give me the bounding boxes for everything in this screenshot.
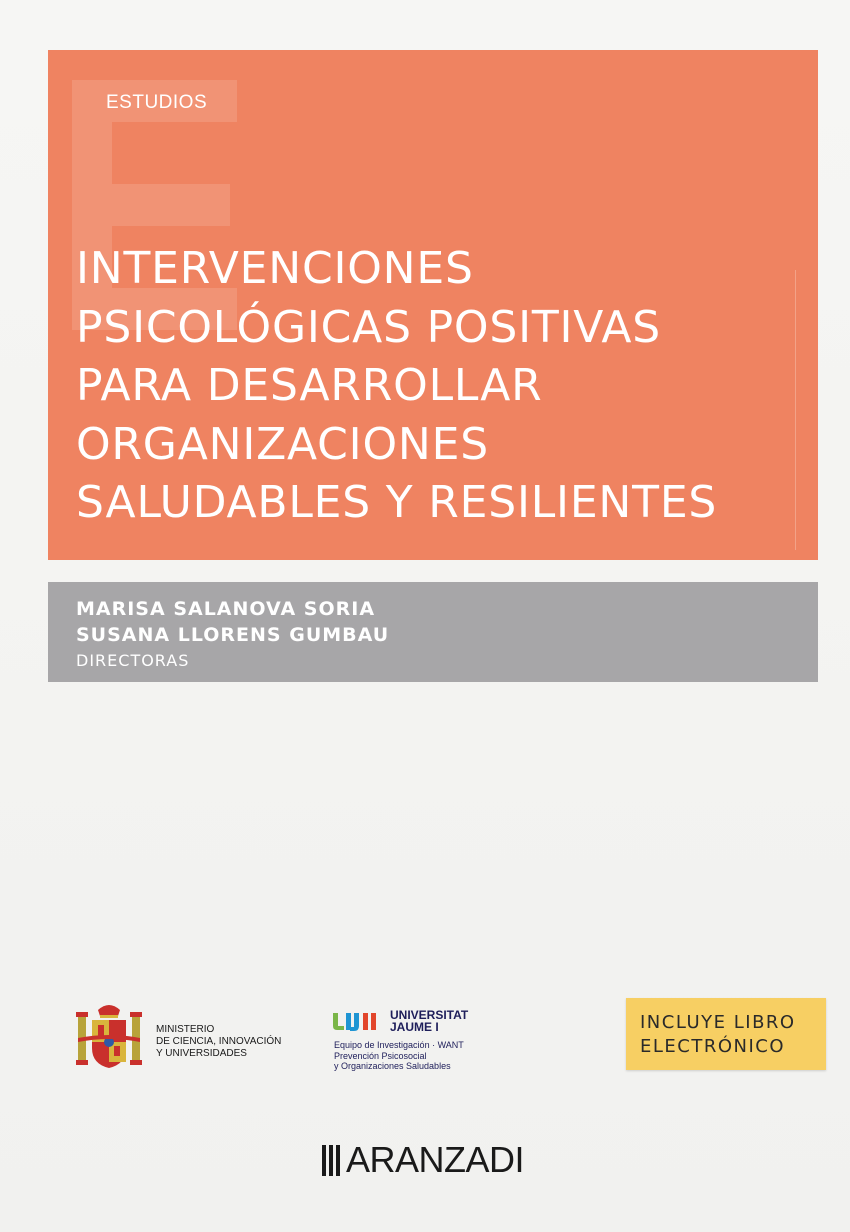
spain-coat-of-arms-icon (76, 1002, 142, 1072)
ministry-name: MINISTERIO DE CIENCIA, INNOVACIÓN Y UNIVERSIDADES (156, 1024, 282, 1059)
authors-panel (48, 582, 818, 682)
book-title (76, 240, 806, 533)
title-panel (48, 50, 818, 560)
author-name: SUSANA LLORENS GUMBAU (76, 624, 390, 646)
uji-logo-icon (332, 1010, 386, 1032)
panel-edge-line (795, 270, 796, 550)
title-line: SALUDABLES Y RESILIENTES (76, 477, 718, 528)
title-line: ORGANIZACIONES (76, 418, 489, 470)
title-line: INTERVENCIONES (76, 243, 474, 294)
publisher-name: ARANZADI (346, 1139, 525, 1180)
ebook-badge (626, 998, 826, 1070)
series-label: ESTUDIOS (106, 92, 208, 113)
ebook-badge-line: ELECTRÓNICO (640, 1036, 786, 1057)
research-team: Equipo de Investigación · WANT Prevención Psicosocial y Organizaciones Saludables (334, 1040, 464, 1071)
ebook-badge-line: INCLUYE LIBRO (640, 1012, 796, 1033)
university-name: UNIVERSITAT JAUME I (390, 1008, 469, 1034)
ministry-logo (76, 1002, 306, 1074)
author-name: MARISA SALANOVA SORIA (76, 598, 376, 620)
publisher-bars-icon (322, 1145, 344, 1176)
publisher-logo (322, 1139, 552, 1182)
university-logo (332, 1008, 512, 1078)
title-line: PARA DESARROLLAR (76, 360, 543, 411)
author-role: DIRECTORAS (76, 651, 190, 670)
title-line: PSICOLÓGICAS POSITIVAS (76, 301, 662, 353)
